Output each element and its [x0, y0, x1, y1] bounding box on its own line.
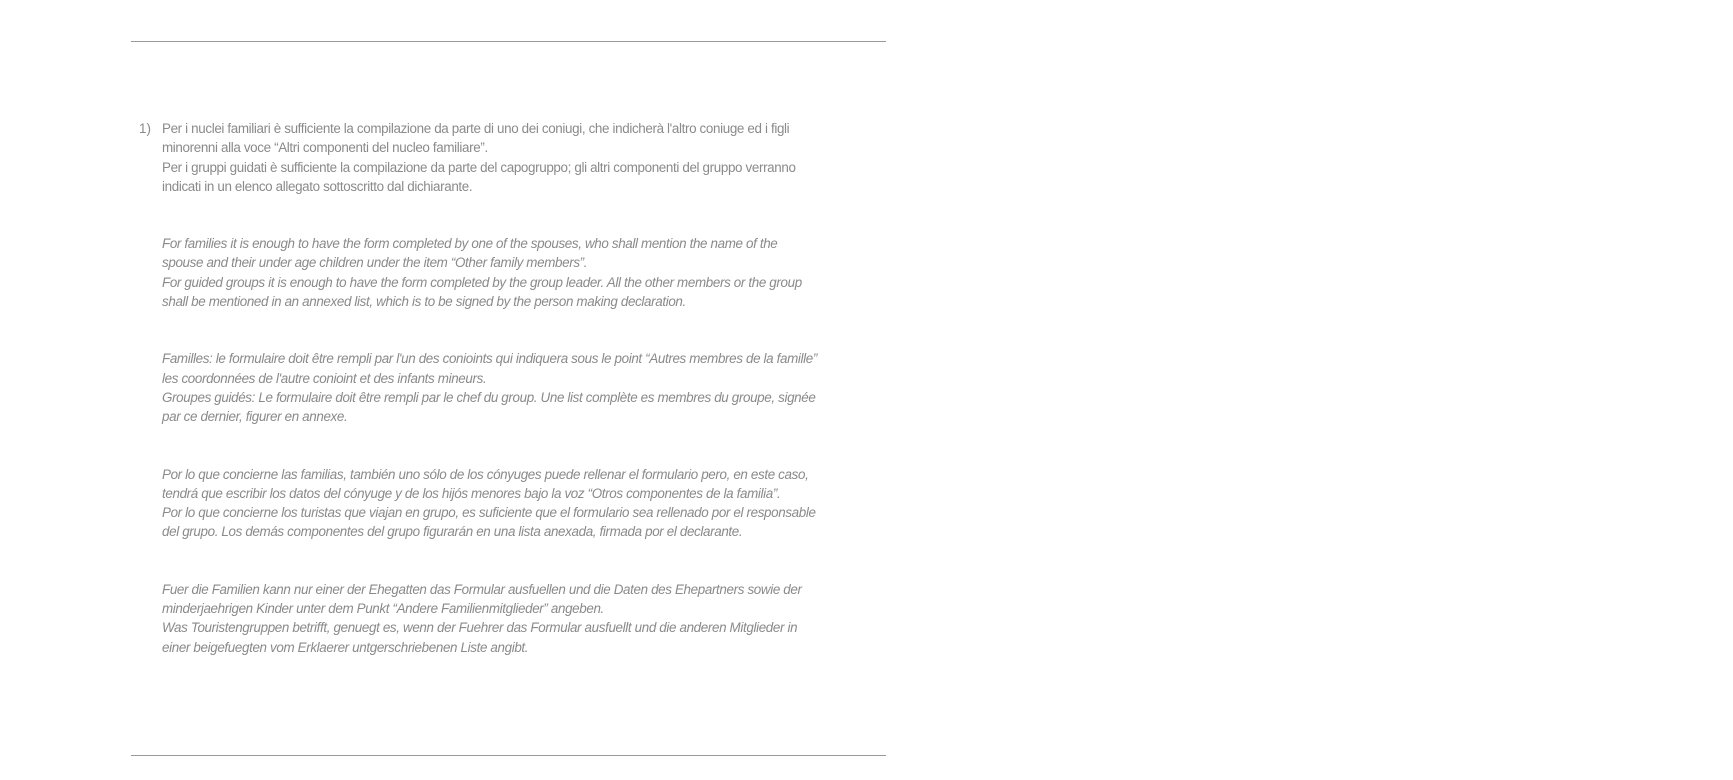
top-divider — [131, 41, 886, 42]
german-block — [162, 580, 818, 657]
spanish-groups-paragraph: Por lo que concierne los turistas que viajan en grupo, es suficiente que el formulario sea rellenado por el responsable del grupo. Los demás componentes del grupo figurarán en una lista anexada, firmada por el declarante. — [162, 505, 816, 540]
english-groups-paragraph: For guided groups it is enough to have the form completed by the group leader. All the other members or the group shall be mentioned in an annexed list, which is to be signed by the person making declaration. — [162, 274, 802, 310]
english-families-paragraph: For families it is enough to have the form completed by one of the spouses, who shall mention the name of the spouse and their under age children under the item “Other family members”. — [162, 236, 778, 271]
spanish-families-paragraph: Por lo que concierne las familias, también uno sólo de los cónyuges puede rellenar el formulario pero, en este caso, tendrá que escribir los datos del cónyuge y de los hijós menores bajo la voz “Otros componentes de la familia”. — [162, 466, 809, 501]
bottom-divider — [131, 755, 886, 756]
footnote-body — [162, 119, 818, 657]
spanish-block — [162, 465, 818, 542]
german-families-paragraph: Fuer die Familien kann nur einer der Ehegatten das Formular ausfuellen und die Daten des Ehepartners sowie der minderjaehrigen Kinder unter dem Punkt “Andere Familienmitglieder” angeben. — [162, 581, 802, 617]
english-block — [162, 234, 818, 311]
french-groups-paragraph: Groupes guidés: Le formulaire doit être rempli par le chef du group. Une list complète es membres du groupe, signée par ce dernier, figurer en annexe. — [162, 389, 816, 425]
italian-families-paragraph: Per i nuclei familiari è sufficiente la compilazione da parte di uno dei coniugi, che indicherà l'altro coniuge ed i figli minorenni alla voce “Altri componenti del nucleo familiare”. — [162, 121, 790, 156]
italian-groups-paragraph: Per i gruppi guidati è sufficiente la compilazione da parte del capogruppo; gli altri componenti del gruppo verranno indicati in un elenco allegato sottoscritto dal dichiarante. — [162, 159, 796, 194]
footnote-number: 1) — [139, 121, 151, 136]
french-families-paragraph: Familles: le formulaire doit être rempli par l'un des conioints qui indiquera sous le point “Autres membres de la famille” les coordonnées de l'autre conioint et des infants mineurs. — [162, 351, 817, 386]
french-block — [162, 349, 818, 426]
german-groups-paragraph: Was Touristengruppen betrifft, genuegt es, wenn der Fuehrer das Formular ausfuellt und die anderen Mitglieder in einer beigefuegten vom Erklaerer untgerschriebenen Liste angibt. — [162, 620, 798, 655]
italian-block — [162, 119, 818, 196]
footnote-1 — [138, 119, 818, 657]
